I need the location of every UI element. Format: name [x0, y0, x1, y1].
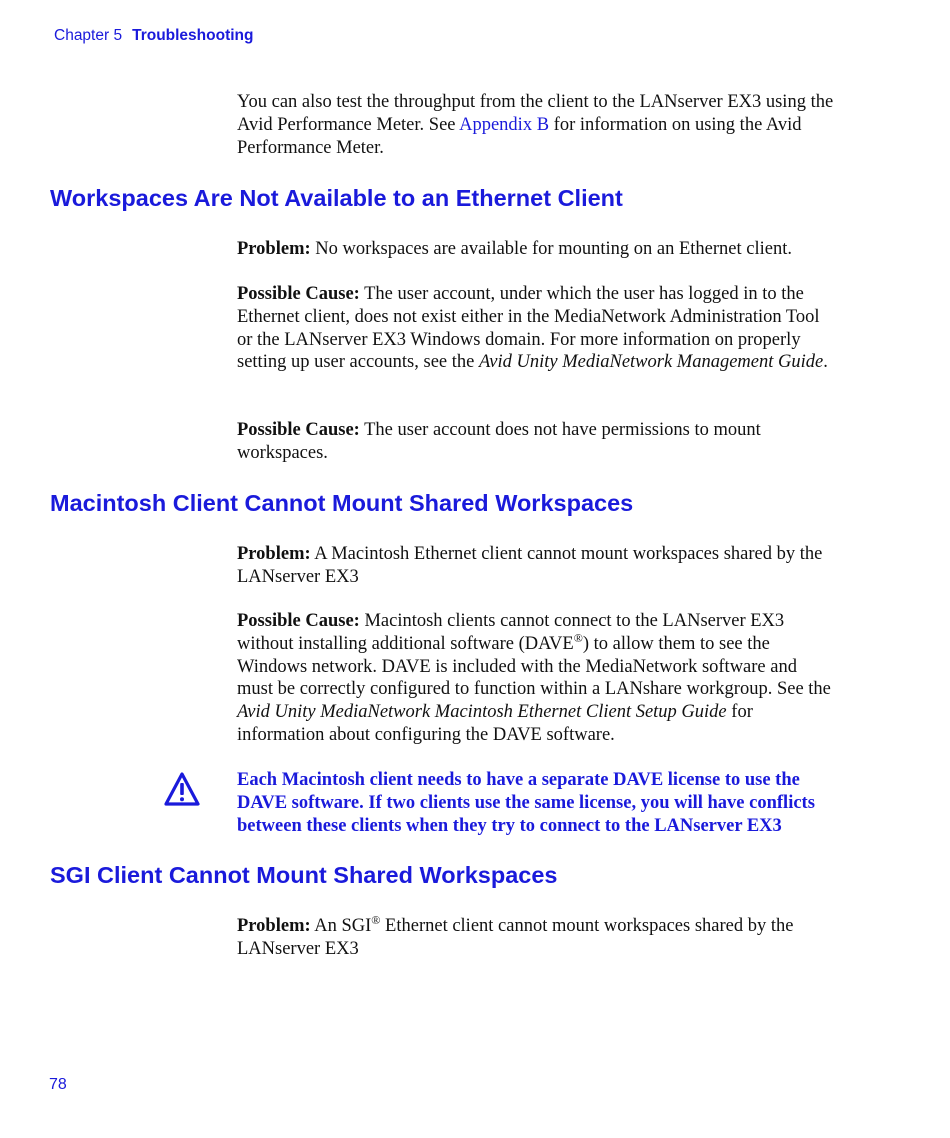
section2-problem — [237, 543, 837, 589]
chapter-number: Chapter 5 — [54, 27, 123, 44]
possible-cause-text-1: Macintosh clients cannot connect to the LANserver EX3 without installing additional software (DAVE — [237, 611, 785, 654]
possible-cause-end: . — [823, 352, 828, 373]
problem-label: Problem: — [237, 916, 311, 936]
possible-cause-text: The user account does not have permissions to mount workspaces. — [237, 420, 761, 463]
possible-cause-label: Possible Cause: — [237, 420, 360, 440]
registered-mark: ® — [371, 912, 381, 927]
page-number: 78 — [49, 1076, 67, 1093]
problem-text-2: Ethernet client cannot mount workspaces shared by the LANserver EX3 — [237, 916, 794, 959]
section-heading-workspaces-not-available: Workspaces Are Not Available to an Ethernet Client — [50, 185, 623, 211]
section1-cause-1 — [237, 283, 837, 374]
section-heading-sgi-client: SGI Client Cannot Mount Shared Workspaces — [50, 862, 558, 888]
possible-cause-text: The user account, under which the user has logged in to the Ethernet client, does not exist either in the MediaNetwork Administration Tool or the LANserver EX3 Windows domain. For more information on properly setting up user accounts, see the — [237, 284, 820, 373]
possible-cause-label: Possible Cause: — [237, 611, 360, 631]
section1-cause-2 — [237, 419, 837, 465]
problem-text-1: An SGI — [310, 916, 372, 936]
intro-text-start: You can also test the throughput from the client to the LANserver EX3 using the Avid Performance Meter. See — [237, 92, 834, 135]
chapter-title: Troubleshooting — [132, 27, 254, 44]
possible-cause-text-2: ) to allow them to see the Windows network. DAVE is included with the MediaNetwork software and must be correctly configured to function within a LANshare workgroup. See the — [237, 633, 831, 700]
problem-text: A Macintosh Ethernet client cannot mount workspaces shared by the LANserver EX3 — [237, 544, 823, 587]
management-guide-title: Avid Unity MediaNetwork Management Guide — [478, 352, 824, 373]
possible-cause-text-3: for information about configuring the DAVE software. — [237, 702, 753, 745]
section3-problem — [237, 912, 837, 961]
problem-text: No workspaces are available for mounting on an Ethernet client. — [310, 239, 792, 259]
macintosh-setup-guide-title: Avid Unity MediaNetwork Macintosh Ethernet Client Setup Guide — [237, 702, 727, 723]
section2-cause — [237, 610, 837, 747]
registered-mark: ® — [573, 630, 583, 645]
possible-cause-label: Possible Cause: — [237, 284, 360, 304]
intro-text-end: for information on using the Avid Performance Meter. — [237, 114, 802, 158]
running-header — [54, 27, 253, 45]
intro-paragraph — [237, 91, 837, 159]
appendix-b-link[interactable]: Appendix B — [459, 114, 550, 135]
warning-note: Each Macintosh client needs to have a separate DAVE license to use the DAVE software. If two clients use the same license, you will have conflicts between these clients when they try to connect to the LANserver EX3 — [237, 770, 815, 836]
warning-triangle-icon — [163, 771, 201, 807]
problem-label: Problem: — [237, 239, 311, 259]
problem-label: Problem: — [237, 544, 311, 564]
section1-problem — [237, 238, 837, 261]
section-heading-macintosh-client: Macintosh Client Cannot Mount Shared Workspaces — [50, 490, 634, 516]
